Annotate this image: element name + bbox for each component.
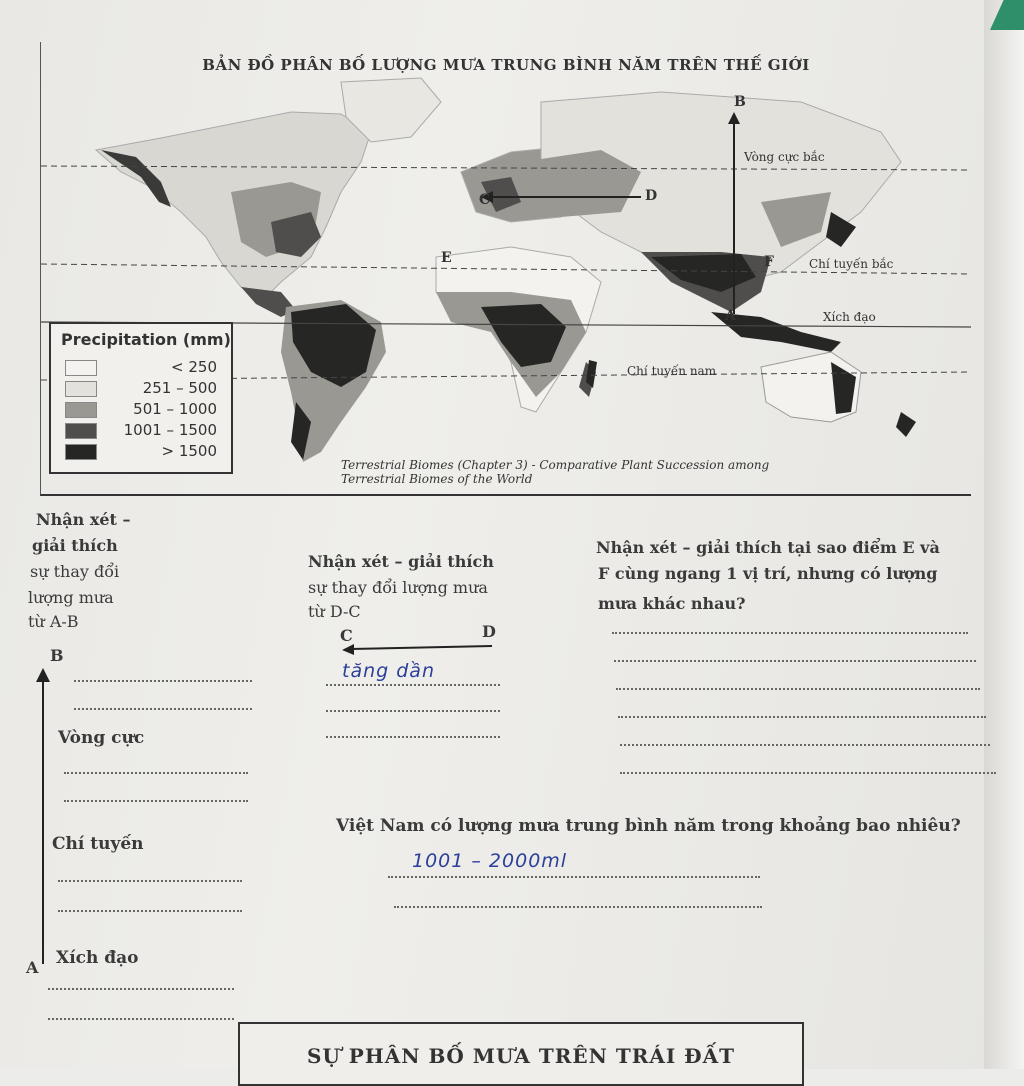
arctic-circle-label: Vòng cực bắc bbox=[744, 150, 825, 164]
legend-title: Precipitation (mm) bbox=[61, 330, 231, 349]
section-title: SỰ PHÂN BỐ MƯA TRÊN TRÁI ĐẤT bbox=[306, 1044, 736, 1068]
q2-answer-line[interactable] bbox=[326, 710, 500, 712]
q1-tropic-label: Chí tuyến bbox=[52, 834, 144, 854]
tropic-north-label: Chí tuyến bắc bbox=[809, 257, 894, 271]
point-a-label: A bbox=[725, 308, 736, 324]
q1-polar-label: Vòng cực bbox=[58, 728, 145, 748]
section-title-box bbox=[238, 1022, 804, 1086]
map-title: BẢN ĐỒ PHÂN BỐ LƯỢNG MƯA TRUNG BÌNH NĂM TRÊN THẾ GIỚI bbox=[202, 56, 810, 74]
legend-swatch bbox=[65, 423, 97, 439]
legend-item bbox=[65, 358, 225, 376]
q2-line-1: Nhận xét – giải thích bbox=[308, 552, 494, 571]
q1-axis-line bbox=[42, 680, 44, 964]
q3-answer-line[interactable] bbox=[614, 660, 976, 662]
q3-answer-line[interactable] bbox=[612, 632, 968, 634]
q2-d-label: D bbox=[482, 622, 496, 641]
point-e-label: E bbox=[441, 250, 452, 266]
q1-line-2: giải thích bbox=[32, 536, 118, 555]
legend-label: 251 – 500 bbox=[142, 379, 217, 397]
q3-line-3: mưa khác nhau? bbox=[598, 594, 746, 613]
q1-line-3: sự thay đổi bbox=[30, 562, 120, 581]
q1-a-label: A bbox=[26, 958, 39, 977]
q3-line-2: F cùng ngang 1 vị trí, nhưng có lượng bbox=[598, 564, 938, 583]
q1-answer-line[interactable] bbox=[64, 772, 248, 774]
tropic-south-label: Chí tuyến nam bbox=[627, 364, 717, 378]
q1-b-label: B bbox=[50, 646, 64, 665]
q2-handwritten-answer: tăng dần bbox=[342, 660, 435, 682]
q1-answer-line[interactable] bbox=[58, 910, 242, 912]
page-edge bbox=[984, 0, 1024, 1069]
legend-swatch bbox=[65, 360, 97, 376]
equator-label: Xích đạo bbox=[823, 310, 876, 324]
q3-answer-line[interactable] bbox=[620, 744, 990, 746]
legend-label: < 250 bbox=[171, 358, 217, 376]
q1-answer-line[interactable] bbox=[48, 988, 234, 990]
q1-equator-label: Xích đạo bbox=[56, 948, 139, 968]
credit-line-1: Terrestrial Biomes (Chapter 3) - Comparative Plant Succession among bbox=[341, 458, 770, 472]
legend-label: 1001 – 1500 bbox=[123, 421, 217, 439]
point-d-label: D bbox=[645, 188, 658, 204]
q1-answer-line[interactable] bbox=[74, 708, 252, 710]
q1-answer-line[interactable] bbox=[48, 1018, 234, 1020]
precipitation-map bbox=[40, 42, 971, 496]
legend-item bbox=[65, 379, 225, 397]
q4-answer-line[interactable] bbox=[394, 906, 762, 908]
q1-line-4: lượng mưa bbox=[28, 588, 114, 607]
legend-swatch bbox=[65, 381, 97, 397]
legend-swatch bbox=[65, 444, 97, 460]
q2-arrow bbox=[340, 640, 496, 658]
point-c-label: C bbox=[479, 192, 491, 208]
q1-line-5: từ A-B bbox=[28, 612, 79, 631]
q2-answer-line[interactable] bbox=[326, 736, 500, 738]
q2-c-label: C bbox=[340, 626, 353, 645]
q4-answer-line[interactable] bbox=[388, 876, 760, 878]
precipitation-legend bbox=[49, 322, 233, 474]
q1-answer-line[interactable] bbox=[58, 880, 242, 882]
point-f-label: F bbox=[764, 254, 774, 270]
legend-item bbox=[65, 400, 225, 418]
map-credit bbox=[341, 458, 769, 486]
q4-question: Việt Nam có lượng mưa trung bình năm trong khoảng bao nhiêu? bbox=[336, 816, 961, 836]
legend-item bbox=[65, 442, 225, 460]
q2-line-3: từ D-C bbox=[308, 602, 361, 621]
q3-answer-line[interactable] bbox=[618, 716, 986, 718]
point-b-label: B bbox=[734, 94, 746, 110]
q1-line-1: Nhận xét – bbox=[36, 510, 131, 529]
q1-arrow-head bbox=[35, 668, 51, 684]
q3-answer-line[interactable] bbox=[616, 688, 980, 690]
credit-line-2: Terrestrial Biomes of the World bbox=[341, 472, 533, 486]
q3-answer-line[interactable] bbox=[620, 772, 996, 774]
q1-answer-line[interactable] bbox=[64, 800, 248, 802]
legend-swatch bbox=[65, 402, 97, 418]
q1-answer-line[interactable] bbox=[74, 680, 252, 682]
q2-answer-line[interactable] bbox=[326, 684, 500, 686]
legend-item bbox=[65, 421, 225, 439]
q2-line-2: sự thay đổi lượng mưa bbox=[308, 578, 488, 597]
legend-label: > 1500 bbox=[161, 442, 217, 460]
q3-line-1: Nhận xét – giải thích tại sao điểm E và bbox=[596, 538, 940, 557]
q4-handwritten-answer: 1001 – 2000ml bbox=[412, 850, 568, 872]
legend-label: 501 – 1000 bbox=[133, 400, 217, 418]
